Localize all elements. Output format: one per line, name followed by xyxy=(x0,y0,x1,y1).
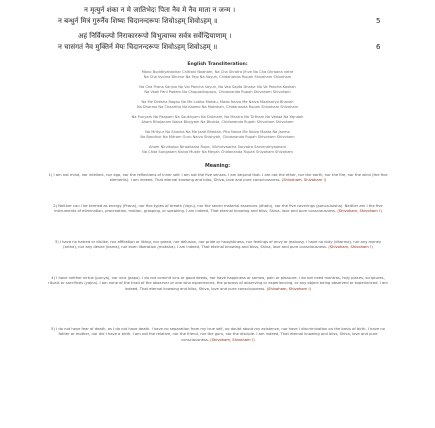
meaning-item xyxy=(48,173,388,184)
meaning-item xyxy=(48,327,388,343)
verse-5-line-1: न मृत्युर्न शंका न मे जातिभेदः पिता नैव मे नैव माता न जन्म । xyxy=(84,6,236,14)
transliteration-stanza xyxy=(60,130,375,140)
transliteration-stanza xyxy=(60,70,375,80)
transliteration-stanza xyxy=(60,85,375,95)
verse-5-number: 5 xyxy=(376,17,381,25)
transliteration-stanza xyxy=(60,100,375,110)
transliteration-line: Aham Nirvikalpo Niraakaara Rupo, Vibhutvaacha Sarvatra Sarvendriyaanam xyxy=(148,145,287,149)
verse-5-line-2: न बन्धुर्न मित्रं गुरुर्नैव शिष्यः चिदानन्दरूपः शिवोऽहम् शिवोऽहम् ॥ xyxy=(58,17,218,25)
transliteration-line: Na Chaa Sangatam Naiva Muktir Na Meyah Chidananda Rupah Shivoham Shivoham xyxy=(142,150,293,154)
verse-6-line-1: अहं निर्विकल्पो निराकाररूपो विभुत्वाच्च सर्वत्र सर्वेन्द्रियाणाम् । xyxy=(78,32,232,40)
transliteration-line: Na Dharmo Na Chaartho Na Kaamo Na Mokshah, Chidananda Rupah Shivoham Shivoham xyxy=(136,105,299,109)
meaning-signature: (Shivoham, Shivoham !) xyxy=(328,245,373,250)
transliteration-line: Na Bandhur Na Mitram Guru Naiva Shishyah, Chidananda Rupah Shivoham Shivoham xyxy=(140,135,295,139)
meaning-item xyxy=(48,204,388,215)
meaning-signature: (Shivoham, Shivoham !) xyxy=(281,178,327,183)
meaning-heading: Meaning: xyxy=(204,164,231,169)
meaning-item xyxy=(48,240,388,251)
verse-6-number: 6 xyxy=(376,43,381,51)
transliteration-line: Na Vaak Pani Padam Na Chopasthapayu, Chidananda Rupah Shivoham Shivoham xyxy=(144,90,291,94)
transliteration-heading: English Transliteration: xyxy=(187,62,248,67)
meaning-text: 3) I have no hatred or dislike, nor affiliation or liking, nor greed, nor delusion, nor pride or haughtiness, nor feelings of envy or jealousy. I have no duty (dharma), nor any money (artha), nor any desire (kama), nor even liberation (moksha). I am indeed, That eternal knowing and bliss, Shiva, love and pure consciousness. xyxy=(54,240,382,250)
transliteration-line: Aham Bhojanam Naiva Bhojyam Na Bhokta, Chidananda Rupah Shivoham Shivoham xyxy=(141,120,294,124)
transliteration-stanza xyxy=(60,145,375,155)
transliteration-line: Na Cha Vyoma Bhumir Na Tejo Na Vayuh, Chidananda Rupah Shivoham Shivoham xyxy=(143,75,292,79)
transliteration-line: Na Me Dvesha Ragau Na Me Lobha Mohau, Mado Naiva Me Naiva Maatsarya Bhavah xyxy=(141,100,294,104)
meaning-text: 5) I do not have fear of death, as I do not have death. I have no separation from my true self, no doubt about my existence, nor have I discrimination on the basis of birth. I have no father or mother, nor did I have a birth. I am not the relative, nor the friend, nor the guru, nor the disciple. I am indeed, That eternal knowing and bliss, Shiva, love and pure consciousness. xyxy=(51,327,385,342)
meaning-signature: (Shivoham, Shivoham !) xyxy=(337,209,382,214)
transliteration-line: Mano Buddhyahankar Chittani Naaham, Na Cha Shrotra Jihve Na Cha Ghraana netre xyxy=(141,70,294,74)
transliteration-line: Na Punyam Na Paapam Na Saukhyam Na Dukham, Na Mantro Na Tirtham Na Vedaa Na Yajnaah xyxy=(131,115,304,119)
meaning-signature: (Shivoham, Shivoham !) xyxy=(266,286,312,291)
meaning-text: 2) Neither can I be termed as energy (Prana), nor five types of breath (Vayu), nor the seven material essences (dhatu), nor the five coverings (panca-kosha). Neither am I the five instruments of elimination, procreation, motion, grasping, or speaking. I am indeed, That eternal knowing and bliss, Shiva, love and pure consciousness. xyxy=(53,204,383,214)
transliteration-line: Na Mrityur Na Shanka Na Me Jaati Bhedah, Pita Naiva Me Naiva Maata Na Janma xyxy=(145,130,290,134)
meaning-text: 4) I have neither virtue (punya), nor vice (papa). I do not commit sins or good deeds, nor have happiness or sorrow, pain or pleasure. I do not need mantras, holy places, scriptures, rituals or sacrifices (yajna). I am none of the triad of the observer or one who experiences, the process of observing or experiencing, or any object being observed or experienced. I am indeed, That eternal knowing and bliss, Shiva, love and pure consciousness. xyxy=(48,276,388,291)
transliteration-line: Na Cha Prana Sanjno Na Vai Pancha Vayuh, Na Vaa Sapta Dhatur Na Va Pancha Koshah xyxy=(139,85,296,89)
meaning-signature: (Shivoham, Shivoham !) xyxy=(210,337,255,342)
meaning-item xyxy=(48,276,388,292)
transliteration-stanza xyxy=(60,115,375,125)
meaning-text: 1) I am not mind, nor intellect, nor ego, nor the reflections of inner self. I am not the five senses. I am beyond that. I am not the ether, nor the earth, nor the fire, nor the wind (the five elements). I am indeed, That eternal knowing and bliss, Shiva, love and pure consciousness. xyxy=(48,173,388,183)
verse-6-line-2: न चासंगतं नैव मुक्तिर्न मेयः चिदानन्दरूपः शिवोऽहम् शिवोऽहम् ॥ xyxy=(58,43,218,51)
